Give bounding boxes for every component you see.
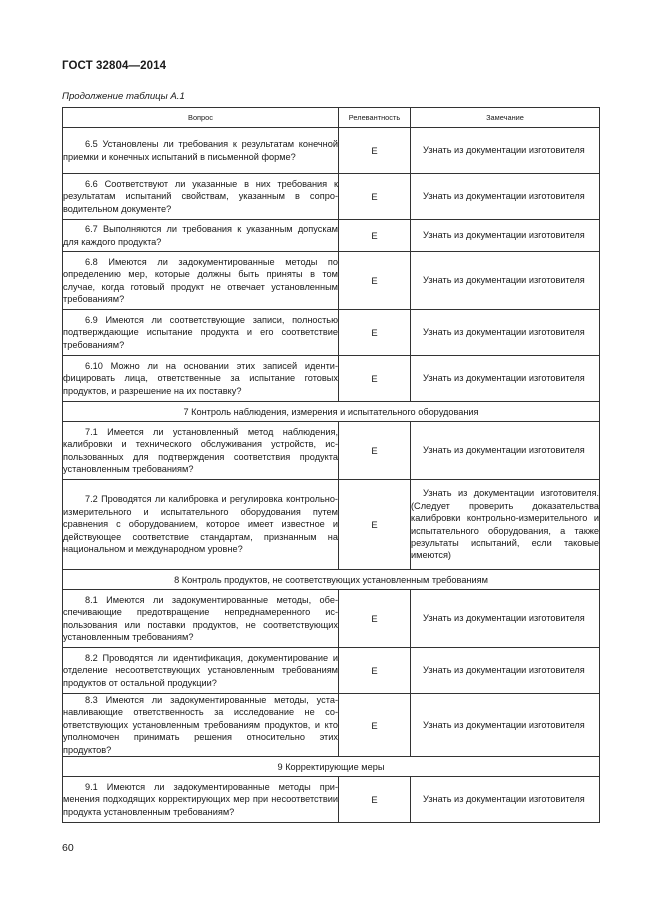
- table-row: [63, 128, 600, 174]
- table-row: [63, 356, 600, 402]
- question-text: 6.7 Выполняются ли требования к указанным допускам для каждого продукта?: [63, 224, 338, 247]
- table-body: [63, 128, 600, 823]
- question-cell: [63, 480, 339, 570]
- table-row: [63, 252, 600, 310]
- table-row: [63, 777, 600, 823]
- relevance-cell: Е: [339, 590, 411, 648]
- question-text: 6.8 Имеются ли задокументированные методы по определению мер, которые должны быть приняты в том случае, когда готовый продукт не отвечает установленным требованиям?: [63, 256, 338, 304]
- note-cell: [411, 220, 600, 252]
- note-cell: [411, 777, 600, 823]
- question-cell: [63, 220, 339, 252]
- note-cell: [411, 356, 600, 402]
- relevance-cell: Е: [339, 310, 411, 356]
- relevance-cell: Е: [339, 174, 411, 220]
- question-cell: [63, 777, 339, 823]
- table-caption: Продолжение таблицы А.1: [62, 91, 185, 102]
- table-header-row: [63, 108, 600, 128]
- question-text: 7.2 Проводятся ли калибровка и регулировка контрольно-измерительного и испытательного оборудования путем сравнения с оборудованием, которое имеет известное и действующее соответствие стандартам, признанным на национальном и международном уровне?: [63, 494, 338, 555]
- note-text: Узнать из документации изготовителя: [423, 613, 585, 624]
- relevance-cell: Е: [339, 220, 411, 252]
- section-row: [63, 402, 600, 422]
- question-cell: [63, 694, 339, 757]
- note-text: Узнать из документации изготовителя: [423, 665, 585, 676]
- page-number: 60: [62, 842, 74, 854]
- table-row: [63, 422, 600, 480]
- table-row: [63, 220, 600, 252]
- question-cell: [63, 356, 339, 402]
- requirements-table: [62, 107, 600, 823]
- question-text: 9.1 Имеются ли задокументированные методы применения подходящих корректирующих мер при несоответствии продукта установленным требованиям?: [63, 781, 338, 817]
- document-header: ГОСТ 32804—2014: [62, 60, 167, 72]
- relevance-cell: Е: [339, 777, 411, 823]
- note-cell: [411, 480, 600, 570]
- table-row: [63, 174, 600, 220]
- note-cell: [411, 174, 600, 220]
- note-text: Узнать из документации изготовителя: [423, 327, 585, 338]
- note-text: Узнать из документации изготовителя: [423, 191, 585, 202]
- table-row: [63, 648, 600, 694]
- question-cell: [63, 310, 339, 356]
- column-header-question: Вопрос: [63, 108, 339, 128]
- section-title: 7 Контроль наблюдения, измерения и испытательного оборудования: [63, 402, 600, 422]
- table-row: [63, 694, 600, 757]
- section-title: 9 Корректирующие меры: [63, 757, 600, 777]
- section-row: [63, 570, 600, 590]
- question-text: 6.6 Соответствуют ли указанные в них требования к результатам испытаний свойствам, указанным в сопроводительном документе?: [63, 178, 338, 214]
- question-cell: [63, 252, 339, 310]
- note-text: Узнать из документации изготовителя: [423, 275, 585, 286]
- note-cell: [411, 694, 600, 757]
- question-cell: [63, 128, 339, 174]
- question-cell: [63, 648, 339, 694]
- relevance-cell: Е: [339, 356, 411, 402]
- relevance-cell: Е: [339, 252, 411, 310]
- relevance-cell: Е: [339, 128, 411, 174]
- table-row: [63, 480, 600, 570]
- note-text: Узнать из документации изготовителя: [423, 794, 585, 805]
- question-text: 8.3 Имеются ли задокументированные методы, устанавливающие ответственность за исследование не соответствующих установленным требованиям продуктов, и кто уполномочен принимать решения относительно этих продуктов?: [63, 695, 338, 755]
- note-text: Узнать из документации изготовителя: [423, 445, 585, 456]
- question-text: 6.5 Установлены ли требования к результатам конечной приемки и конечных испытаний в письменной форме?: [63, 139, 338, 162]
- question-text: 7.1 Имеется ли установленный метод наблюдения, калибровки и технического обслуживания устройств, использованных для подтверждения соответствия продукта установленным требованиям?: [63, 426, 338, 474]
- note-text: Узнать из документации изготовителя: [423, 145, 585, 156]
- note-text: Узнать из документации изготовителя: [423, 230, 585, 241]
- note-cell: [411, 128, 600, 174]
- note-cell: [411, 590, 600, 648]
- question-cell: [63, 590, 339, 648]
- note-cell: [411, 648, 600, 694]
- question-text: 8.1 Имеются ли задокументированные методы, обеспечивающие предотвращение непреднамеренного использования или поставки продуктов, не соответствующих установленным требованиям?: [63, 594, 338, 642]
- question-text: 6.9 Имеются ли соответствующие записи, полностью подтверждающие испытание продукта и его соответствие требованиям?: [63, 314, 338, 350]
- note-cell: [411, 422, 600, 480]
- relevance-cell: Е: [339, 480, 411, 570]
- question-text: 6.10 Можно ли на основании этих записей идентифицировать лица, ответственные за испытание готовых продуктов, и разрешение на их поставку?: [63, 360, 338, 396]
- question-cell: [63, 174, 339, 220]
- note-text: Узнать из документации изготовителя: [423, 373, 585, 384]
- section-title: 8 Контроль продуктов, не соответствующих установленным требованиям: [63, 570, 600, 590]
- note-cell: [411, 252, 600, 310]
- question-cell: [63, 422, 339, 480]
- table-row: [63, 310, 600, 356]
- column-header-relevance: Релевантность: [339, 108, 411, 128]
- relevance-cell: Е: [339, 694, 411, 757]
- note-cell: [411, 310, 600, 356]
- section-row: [63, 757, 600, 777]
- note-text: Узнать из документации изготовителя: [423, 719, 585, 730]
- table-row: [63, 590, 600, 648]
- column-header-note: Замечание: [411, 108, 600, 128]
- note-text: Узнать из документации изготовителя. (Следует проверить доказательства калибровки контрольно-измерительного и испытательного оборудования, а также результаты испытаний, если таковые имеются): [411, 488, 599, 561]
- relevance-cell: Е: [339, 422, 411, 480]
- relevance-cell: Е: [339, 648, 411, 694]
- question-text: 8.2 Проводятся ли идентификация, документирование и отделение несоответствующих установленным требованиям продуктов от остальной продукции?: [63, 652, 338, 688]
